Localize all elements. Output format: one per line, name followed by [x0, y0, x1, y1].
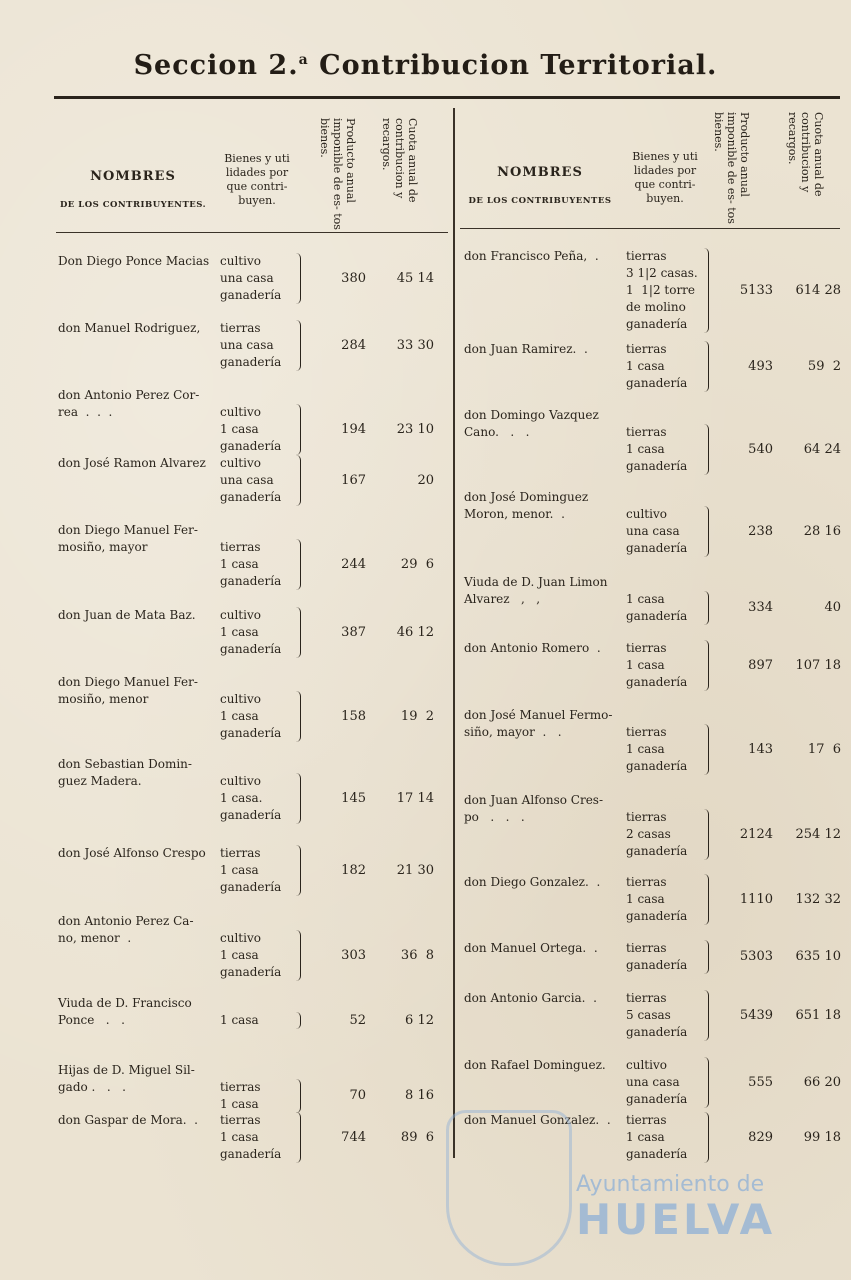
property-item: 1 casa: [626, 442, 665, 456]
cuota-value: 28 16: [803, 523, 841, 539]
property-list: [220, 773, 281, 824]
property-list: [220, 539, 281, 590]
contributor-name-line: Moron, menor. .: [464, 507, 565, 521]
producto-value: 182: [341, 862, 366, 878]
property-item: tierras: [220, 1113, 261, 1127]
property-item: 2 casas: [626, 827, 671, 841]
contributor-name: [464, 248, 599, 265]
contributor-name: [464, 574, 607, 608]
brace-icon: [296, 1012, 301, 1029]
property-item: ganadería: [626, 459, 688, 473]
producto-value: 1110: [739, 891, 773, 907]
contributor-name: [58, 995, 192, 1029]
contributor-name: [58, 387, 199, 421]
cuota-value: 132 32: [795, 891, 841, 907]
header-names-label-right: NOMBRES: [497, 165, 583, 180]
contributor-name-line: Cano. . .: [464, 425, 530, 439]
property-item: cultivo: [220, 774, 261, 788]
property-list: [626, 640, 687, 691]
contributor-name: [464, 341, 588, 358]
producto-value: 145: [341, 790, 366, 806]
header-names-sub-right: DE LOS CONTRIBUYENTES: [468, 196, 612, 206]
brace-icon: [704, 724, 709, 775]
contributor-name-line: don Diego Manuel Fer-: [58, 675, 198, 689]
property-item: ganadería: [220, 574, 282, 588]
brace-icon: [296, 691, 301, 742]
municipal-seal-watermark: [446, 1110, 572, 1266]
contributor-name-line: don Juan de Mata Baz.: [58, 608, 196, 622]
property-item: tierras: [220, 321, 261, 335]
contributor-name-line: don Diego Manuel Fer-: [58, 523, 198, 537]
header-goods-right: Bienes y uti lidades por que contri- buyen.: [632, 150, 698, 205]
property-item: ganadería: [626, 1092, 688, 1106]
property-list: [626, 809, 687, 860]
contributor-name-line: po . . .: [464, 810, 525, 824]
contributor-name: [464, 707, 612, 741]
contributor-name: [58, 455, 206, 472]
producto-value: 5439: [739, 1007, 773, 1023]
header-names-left: [58, 170, 208, 212]
property-item: 1 casa: [220, 709, 259, 723]
brace-icon: [704, 809, 709, 860]
property-item: una casa: [220, 338, 274, 352]
producto-value: 244: [341, 556, 366, 572]
cuota-value: 89 6: [400, 1129, 434, 1145]
contributor-name: [58, 913, 194, 947]
contributor-name: [58, 845, 206, 862]
contributor-name: [464, 640, 601, 657]
property-item: cultivo: [626, 507, 667, 521]
property-item: ganadería: [626, 844, 688, 858]
property-item: cultivo: [220, 692, 261, 706]
brace-icon: [296, 930, 301, 981]
header-cuota-right: Cuota anual de contribucion y recargos.: [786, 112, 825, 197]
property-list: [220, 1112, 281, 1163]
contributor-name-line: don Antonio Romero .: [464, 641, 601, 655]
producto-value: 829: [748, 1129, 773, 1145]
cuota-value: 45 14: [396, 270, 434, 286]
cuota-value: 651 18: [795, 1007, 841, 1023]
header-names-label: NOMBRES: [90, 169, 176, 184]
property-item: ganadería: [626, 376, 688, 390]
contributor-name: [464, 489, 588, 523]
producto-value: 387: [341, 624, 366, 640]
contributor-name-line: mosiño, mayor: [58, 540, 148, 554]
contributor-name: [464, 940, 598, 957]
contributor-name-line: Viuda de D. Juan Limon: [464, 575, 608, 589]
brace-icon: [296, 1079, 301, 1113]
brace-icon: [704, 341, 709, 392]
producto-value: 303: [341, 947, 366, 963]
contributor-name: [58, 522, 198, 556]
contributor-name-line: don Antonio Perez Ca-: [58, 914, 194, 928]
contributor-name-line: mosiño, menor: [58, 692, 149, 706]
property-list: [626, 724, 687, 775]
property-item: tierras: [626, 342, 667, 356]
contributor-name-line: don Domingo Vazquez: [464, 408, 599, 422]
property-item: 1 1|2 torre: [626, 283, 696, 297]
producto-value: 70: [349, 1088, 366, 1103]
header-rule-left: [56, 232, 448, 233]
property-list: [626, 341, 687, 392]
property-list: [220, 607, 281, 658]
header-rule-right: [460, 228, 840, 229]
brace-icon: [296, 320, 301, 371]
property-item: cultivo: [220, 254, 261, 268]
producto-value: 380: [341, 270, 366, 286]
header-names-sub: DE LOS CONTRIBUYENTES.: [59, 200, 207, 210]
contributor-name-line: don Antonio Perez Cor-: [58, 388, 200, 402]
contributor-name: [58, 756, 192, 790]
producto-value: 5133: [739, 282, 773, 298]
producto-value: 167: [341, 472, 366, 488]
property-item: 1 casa.: [220, 791, 263, 805]
property-item: de molino: [626, 300, 686, 314]
brace-icon: [704, 990, 709, 1041]
contributor-name-line: Viuda de D. Francisco: [58, 996, 192, 1010]
header-names-right: [462, 166, 618, 208]
property-item: 1 casa: [220, 1130, 259, 1144]
contributor-name-line: gado . . .: [58, 1080, 126, 1094]
contributor-name: [58, 674, 198, 708]
contributor-name-line: don José Alfonso Crespo: [58, 846, 206, 860]
brace-icon: [704, 1112, 709, 1163]
brace-icon: [704, 248, 709, 333]
cuota-value: 29 6: [400, 556, 434, 572]
brace-icon: [296, 253, 301, 304]
property-item: cultivo: [220, 405, 261, 419]
property-item: 1 casa: [220, 625, 259, 639]
property-item: ganadería: [626, 317, 688, 331]
property-item: cultivo: [626, 1058, 667, 1072]
cuota-value: 33 30: [396, 337, 434, 353]
property-list: [220, 404, 281, 455]
header-producto-right: Producto anual imponible de es- tos bienes.: [712, 112, 751, 224]
property-item: tierras: [626, 875, 667, 889]
producto-value: 143: [748, 741, 773, 757]
contributor-name-line: no, menor .: [58, 931, 132, 945]
property-item: tierras: [626, 1113, 667, 1127]
property-item: ganadería: [220, 642, 282, 656]
cuota-value: 36 8: [400, 947, 434, 963]
property-list: [626, 940, 687, 974]
contributor-name-line: guez Madera.: [58, 774, 142, 788]
title-rest: Contribucion Territorial.: [308, 50, 718, 81]
title-rule: [54, 96, 840, 99]
producto-value: 334: [748, 600, 773, 615]
property-item: 1 casa: [220, 557, 259, 571]
contributor-name-line: don Juan Alfonso Cres-: [464, 793, 604, 807]
property-item: tierras: [626, 991, 667, 1005]
property-item: una casa: [220, 473, 274, 487]
cuota-value: 107 18: [795, 657, 841, 673]
brace-icon: [704, 591, 709, 625]
contributor-name-line: don José Ramon Alvarez: [58, 456, 206, 470]
contributor-name-line: Don Diego Ponce Macias: [58, 254, 210, 268]
property-list: [626, 248, 698, 333]
cuota-value: 40: [824, 600, 841, 615]
cuota-value: 19 2: [400, 708, 434, 724]
brace-icon: [704, 940, 709, 974]
brace-icon: [296, 607, 301, 658]
property-item: ganadería: [220, 288, 282, 302]
contributor-name: [464, 407, 599, 441]
property-list: [220, 253, 281, 304]
property-item: ganadería: [220, 808, 282, 822]
producto-value: 2124: [739, 826, 773, 842]
contributor-name-line: siño, mayor . .: [464, 725, 562, 739]
producto-value: 540: [748, 441, 773, 457]
property-item: una casa: [626, 524, 680, 538]
property-item: ganadería: [626, 1147, 688, 1161]
brace-icon: [296, 404, 301, 455]
contributor-name-line: don Manuel Rodriguez,: [58, 321, 201, 335]
brace-icon: [296, 455, 301, 506]
contributor-name: [464, 1057, 606, 1074]
property-item: tierras: [220, 540, 261, 554]
producto-value: 555: [748, 1074, 773, 1090]
cuota-value: 23 10: [396, 421, 434, 437]
contributor-name-line: don Manuel Ortega. .: [464, 941, 598, 955]
title-main: Seccion 2.: [133, 50, 299, 81]
property-list: [626, 424, 687, 475]
property-item: 1 casa: [626, 892, 665, 906]
contributor-name-line: Alvarez , ,: [464, 592, 541, 606]
page-title: [0, 50, 851, 81]
property-list: [626, 990, 687, 1041]
property-item: tierras: [626, 641, 667, 655]
property-item: una casa: [220, 271, 274, 285]
watermark: [576, 1172, 775, 1244]
cuota-value: 46 12: [396, 624, 434, 640]
cuota-value: 6 12: [405, 1012, 434, 1028]
contributor-name-line: don José Dominguez: [464, 490, 589, 504]
property-list: [626, 1057, 687, 1108]
contributor-name-line: don Diego Gonzalez. .: [464, 875, 601, 889]
contributor-name: [464, 874, 600, 891]
property-item: ganadería: [220, 726, 282, 740]
property-list: [626, 1112, 687, 1163]
contributor-name-line: rea . . .: [58, 405, 113, 419]
brace-icon: [704, 640, 709, 691]
contributor-name: [58, 1112, 198, 1129]
property-item: ganadería: [220, 1147, 282, 1161]
cuota-value: 17 6: [807, 741, 841, 757]
brace-icon: [704, 1057, 709, 1108]
brace-icon: [704, 506, 709, 557]
contributor-name-line: don Rafael Dominguez.: [464, 1058, 606, 1072]
property-list: [220, 845, 281, 896]
contributor-name: [58, 1062, 195, 1096]
property-item: ganadería: [220, 355, 282, 369]
contributor-name-line: don José Manuel Fermo-: [464, 708, 613, 722]
cuota-value: 59 2: [807, 358, 841, 374]
contributor-name-line: don Antonio Garcia. .: [464, 991, 597, 1005]
brace-icon: [296, 845, 301, 896]
property-item: tierras: [626, 425, 667, 439]
property-item: tierras: [220, 1080, 261, 1094]
property-item: ganadería: [220, 965, 282, 979]
contributor-name-line: don Francisco Peña, .: [464, 249, 599, 263]
title-superscript: a: [298, 52, 309, 68]
property-item: ganadería: [626, 609, 688, 623]
brace-icon: [704, 424, 709, 475]
column-divider: [453, 108, 455, 1158]
property-list: [626, 874, 687, 925]
property-item: una casa: [626, 1075, 680, 1089]
cuota-value: 99 18: [803, 1129, 841, 1145]
cuota-value: 614 28: [795, 282, 841, 298]
contributor-name: [464, 990, 597, 1007]
header-goods-left: Bienes y uti lidades por que contri- buyen.: [224, 152, 290, 207]
property-item: 1 casa: [626, 592, 665, 606]
producto-value: 897: [748, 657, 773, 673]
property-item: 1 casa: [220, 948, 259, 962]
producto-value: 238: [748, 523, 773, 539]
cuota-value: 66 20: [803, 1074, 841, 1090]
contributor-name: [464, 792, 603, 826]
property-item: ganadería: [220, 490, 282, 504]
producto-value: 194: [341, 421, 366, 437]
property-item: 3 1|2 casas.: [626, 266, 698, 280]
contributor-name-line: Ponce . .: [58, 1013, 125, 1027]
contributor-name: [58, 607, 196, 624]
cuota-value: 21 30: [396, 862, 434, 878]
property-item: tierras: [626, 725, 667, 739]
watermark-line1: Ayuntamiento de: [576, 1172, 765, 1197]
property-item: ganadería: [220, 880, 282, 894]
property-item: ganadería: [626, 675, 688, 689]
property-list: [220, 1012, 259, 1029]
property-list: [220, 1079, 261, 1113]
brace-icon: [296, 539, 301, 590]
contributor-name: [58, 253, 209, 270]
contributor-name: [58, 320, 200, 337]
producto-value: 493: [748, 358, 773, 374]
property-list: [626, 591, 687, 625]
contributor-name-line: don Gaspar de Mora. .: [58, 1113, 198, 1127]
property-item: ganadería: [626, 759, 688, 773]
property-item: 1 casa: [626, 1130, 665, 1144]
property-item: ganadería: [626, 541, 688, 555]
property-list: [626, 506, 687, 557]
watermark-line2: HUELVA: [576, 1195, 776, 1244]
brace-icon: [704, 874, 709, 925]
contributor-name-line: don Sebastian Domin-: [58, 757, 192, 771]
property-item: tierras: [626, 810, 667, 824]
cuota-value: 8 16: [405, 1088, 434, 1103]
header-producto-left: Producto anual imponible de es- tos bienes.: [318, 118, 357, 230]
property-item: ganadería: [220, 439, 282, 453]
property-item: ganadería: [626, 958, 688, 972]
cuota-value: 17 14: [396, 790, 434, 806]
brace-icon: [296, 773, 301, 824]
property-list: [220, 455, 281, 506]
cuota-value: 635 10: [795, 949, 841, 964]
property-item: 1 casa: [220, 1097, 259, 1111]
property-list: [220, 930, 281, 981]
cuota-value: 64 24: [803, 441, 841, 457]
property-list: [220, 691, 281, 742]
header-cuota-left: Cuota anual de contribucion y recargos.: [380, 118, 419, 203]
cuota-value: 254 12: [795, 826, 841, 842]
property-item: cultivo: [220, 608, 261, 622]
contributor-name-line: don Manuel Gonzalez. .: [464, 1113, 611, 1127]
property-item: 1 casa: [220, 863, 259, 877]
property-item: 1 casa: [220, 422, 259, 436]
property-item: 1 casa: [220, 1013, 259, 1027]
producto-value: 744: [341, 1129, 366, 1145]
producto-value: 52: [349, 1012, 366, 1028]
producto-value: 5303: [739, 949, 773, 964]
producto-value: 158: [341, 708, 366, 724]
property-item: 1 casa: [626, 359, 665, 373]
property-item: ganadería: [626, 909, 688, 923]
property-item: tierras: [626, 941, 667, 955]
brace-icon: [296, 1112, 301, 1163]
contributor-name-line: Hijas de D. Miguel Sil-: [58, 1063, 195, 1077]
property-list: [220, 320, 281, 371]
cuota-value: 20: [417, 472, 434, 488]
producto-value: 284: [341, 337, 366, 353]
property-item: cultivo: [220, 931, 261, 945]
property-item: 1 casa: [626, 742, 665, 756]
property-item: 5 casas: [626, 1008, 671, 1022]
property-item: tierras: [626, 249, 667, 263]
property-item: ganadería: [626, 1025, 688, 1039]
property-item: cultivo: [220, 456, 261, 470]
contributor-name-line: don Juan Ramirez. .: [464, 342, 588, 356]
property-item: tierras: [220, 846, 261, 860]
property-item: 1 casa: [626, 658, 665, 672]
